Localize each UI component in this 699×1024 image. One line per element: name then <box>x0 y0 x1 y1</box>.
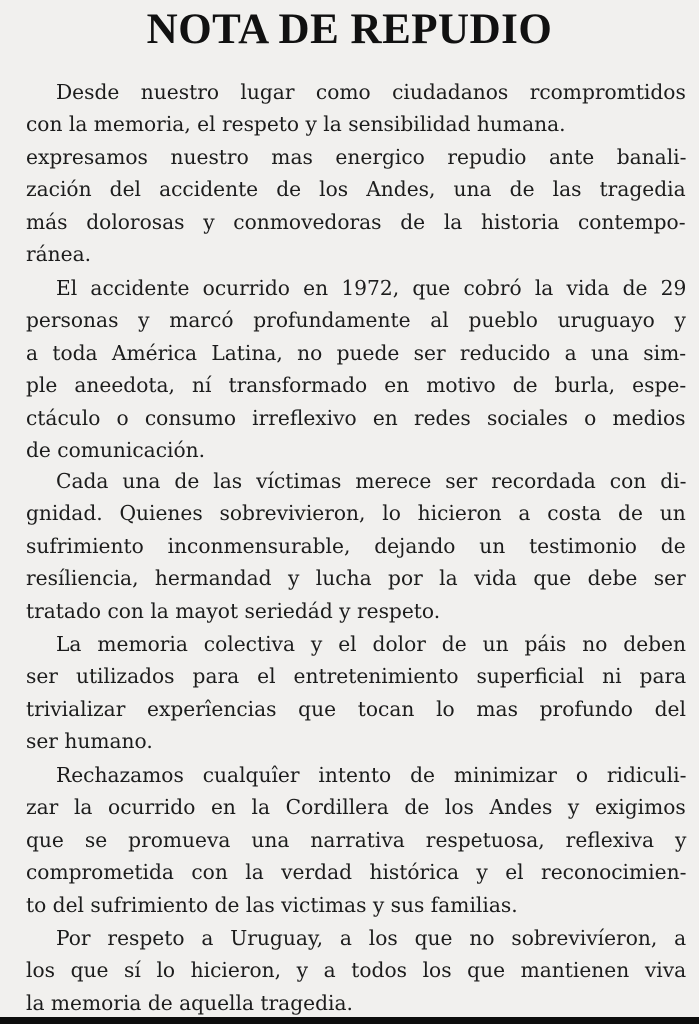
bottom-border <box>0 1017 699 1024</box>
paragraph-line: zar la ocurrido en la Cordillera de los Andes y exigimos <box>26 795 686 820</box>
paragraph-line: Rechazamos cualquîer intento de minimizar o ridiculi- <box>56 763 687 787</box>
paragraph-line: ple aneedota, ní transformado en motivo de burla, espe- <box>26 373 687 398</box>
paragraph-line: La memoria colectiva y el dolor de un páis no deben <box>56 632 687 656</box>
paragraph-line: Desde nuestro lugar como ciudadanos rcompromtidos <box>56 80 686 104</box>
paragraph-line: ser utilizados para el entretenimiento superficial ni para <box>26 664 687 689</box>
paragraph-line: tratado con la mayot seriedád y respeto. <box>26 598 441 623</box>
paragraph-line: trivializar experîencias que tocan lo mas profundo del <box>26 696 686 721</box>
paragraph-2 <box>26 272 686 466</box>
paragraph-line: ser humano. <box>26 729 153 754</box>
paragraph-line: con la memoria, el respeto y la sensibilidad humana. <box>26 112 566 137</box>
paragraph-line: la memoria de aquella tragedia. <box>26 990 353 1015</box>
paragraph-line: resíliencia, hermandad y lucha por la vida que debe ser <box>26 566 686 591</box>
paragraph-line: zación del accidente de los Andes, una de las tragedia <box>26 177 686 202</box>
paragraph-line: expresamos nuestro mas energico repudio ante banali- <box>26 144 687 169</box>
paragraph-line: comprometida con la verdad histórica y el reconocimien- <box>26 860 687 885</box>
paragraph-line: ránea. <box>26 241 92 266</box>
paragraph-line: ctáculo o consumo irreflexivo en redes sociales o medios <box>26 405 686 430</box>
paragraph-line: Cada una de las víctimas merece ser recordada con di- <box>56 469 687 493</box>
paragraph-4 <box>26 628 686 758</box>
paragraph-3 <box>26 465 686 627</box>
page-title: NOTA DE REPUDIO <box>146 6 553 53</box>
paragraph-line: El accidente ocurrido en 1972, que cobró la vida de 29 <box>56 276 687 300</box>
paragraph-line: sufrimiento inconmensurable, dejando un testimonio de <box>26 533 686 558</box>
paragraph-5 <box>26 759 686 921</box>
paragraph-line: to del sufrimiento de las victimas y sus familias. <box>26 892 518 917</box>
paragraph-line: de comunicación. <box>26 437 206 462</box>
paragraph-line: gnidad. Quienes sobrevivieron, lo hicieron a costa de un <box>26 501 686 526</box>
paragraph-line: que se promueva una narrativa respetuosa, reflexiva y <box>26 827 687 852</box>
paragraph-line: personas y marcó profundamente al pueblo uruguayo y <box>26 308 686 333</box>
paragraph-6 <box>26 922 686 1019</box>
paragraph-line: más dolorosas y conmovedoras de la historia contempo- <box>26 209 686 234</box>
paragraph-line: Por respeto a Uruguay, a los que no sobrevivíeron, a <box>56 926 687 950</box>
paragraph-line: los que sí lo hicieron, y a todos los que mantienen viva <box>26 958 687 983</box>
paragraph-1 <box>26 76 686 270</box>
paragraph-line: a toda América Latina, no puede ser reducido a una sim- <box>26 340 687 365</box>
